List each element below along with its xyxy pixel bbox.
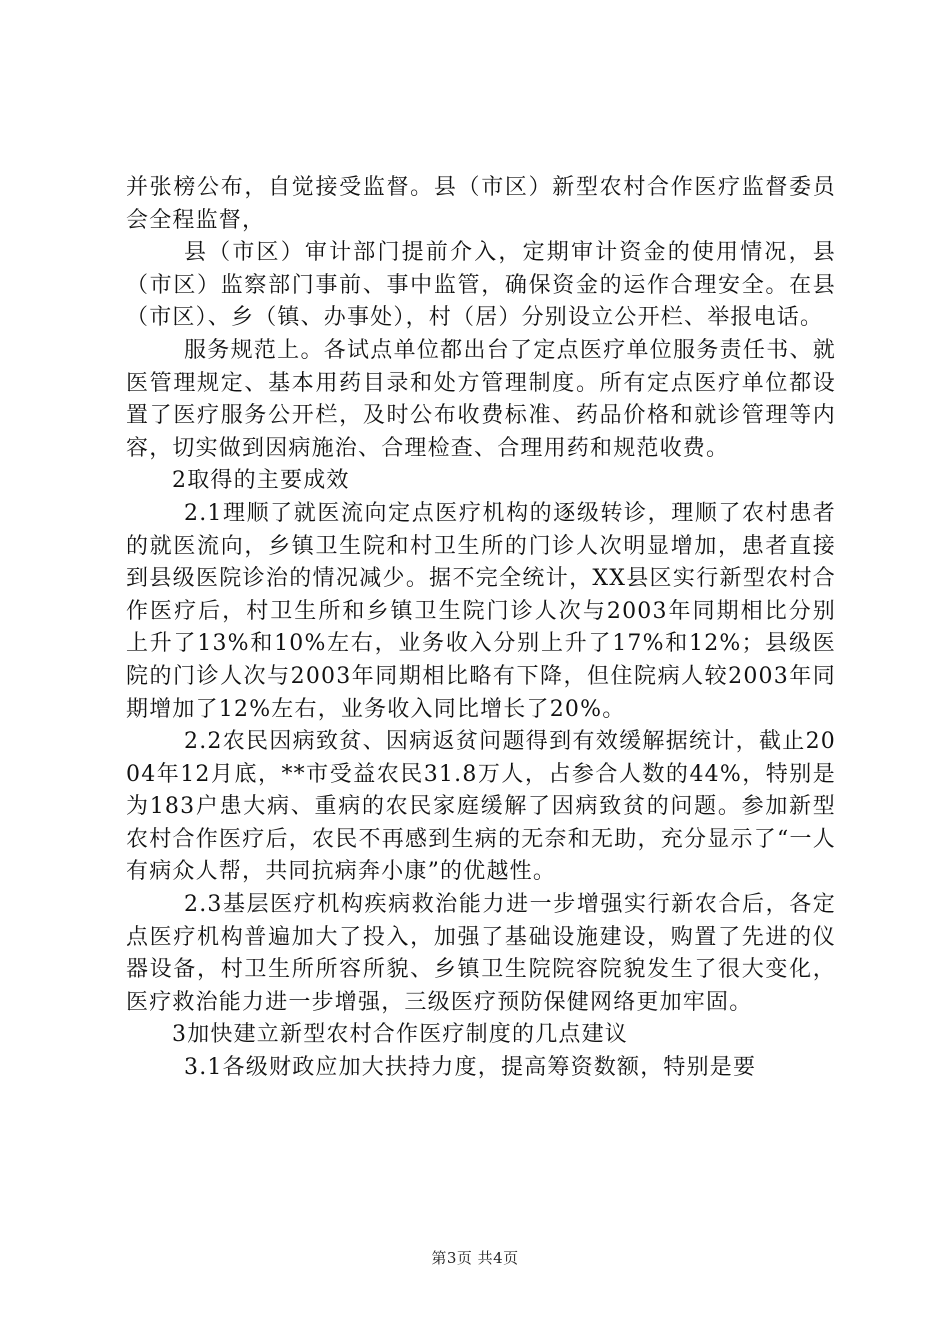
paragraph-audit: 县（市区）审计部门提前介入，定期审计资金的使用情况，县（市区）监察部门事前、事中监管，确保资金的运作合理安全。在县（市区）、乡（镇、办事处），村（居）分别设立公开栏、举报电话。 bbox=[126, 240, 836, 331]
paragraph-2-2: 2.2农民因病致贫、因病返贫问题得到有效缓解据统计，截止2004年12月底，**市受益农民31.8万人，占参合人数的44%，特别是为183户患大病、重病的农民家庭缓解了因病致贫的问题。参加新型农村合作医疗后，农民不再感到生病的无奈和无助，充分显示了“一人有病众人帮，共同抗病奔小康”的优越性。 bbox=[126, 729, 836, 885]
paragraph-2-1: 2.1理顺了就医流向定点医疗机构的逐级转诊，理顺了农村患者的就医流向，乡镇卫生院和村卫生所的门诊人次明显增加，患者直接到县级医院诊治的情况减少。据不完全统计，XX县区实行新型农村合作医疗后，村卫生所和乡镇卫生院门诊人次与2003年同期相比分别上升了13%和10%左右，业务收入分别上升了17%和12%；县级医院的门诊人次与2003年同期相比略有下降，但住院病人较2003年同期增加了12%左右，业务收入同比增长了20%。 bbox=[126, 500, 836, 722]
paragraph-service-standards: 服务规范上。各试点单位都出台了定点医疗单位服务责任书、就医管理规定、基本用药目录和处方管理制度。所有定点医疗单位都设置了医疗服务公开栏，及时公布收费标准、药品价格和就诊管理等内容，切实做到因病施治、合理检查、合理用药和规范收费。 bbox=[126, 337, 836, 461]
page-footer: 第3页 共4页 bbox=[431, 1249, 519, 1267]
paragraph-supervision-continued: 并张榜公布，自觉接受监督。县（市区）新型农村合作医疗监督委员会全程监督， bbox=[126, 175, 836, 233]
section-heading-3: 3加快建立新型农村合作医疗制度的几点建议 bbox=[172, 1022, 628, 1048]
section-heading-2: 2取得的主要成效 bbox=[172, 468, 350, 494]
paragraph-2-3: 2.3基层医疗机构疾病救治能力进一步增强实行新农合后，各定点医疗机构普遍加大了投入，加强了基础设施建设，购置了先进的仪器设备，村卫生所所容所貌、乡镇卫生院院容院貌发生了很大变化，医疗救治能力进一步增强，三级医疗预防保健网络更加牢固。 bbox=[126, 892, 836, 1015]
document-body bbox=[126, 172, 836, 1085]
paragraph-3-1: 3.1各级财政应加大扶持力度，提高筹资数额，特别是要 bbox=[184, 1055, 757, 1081]
